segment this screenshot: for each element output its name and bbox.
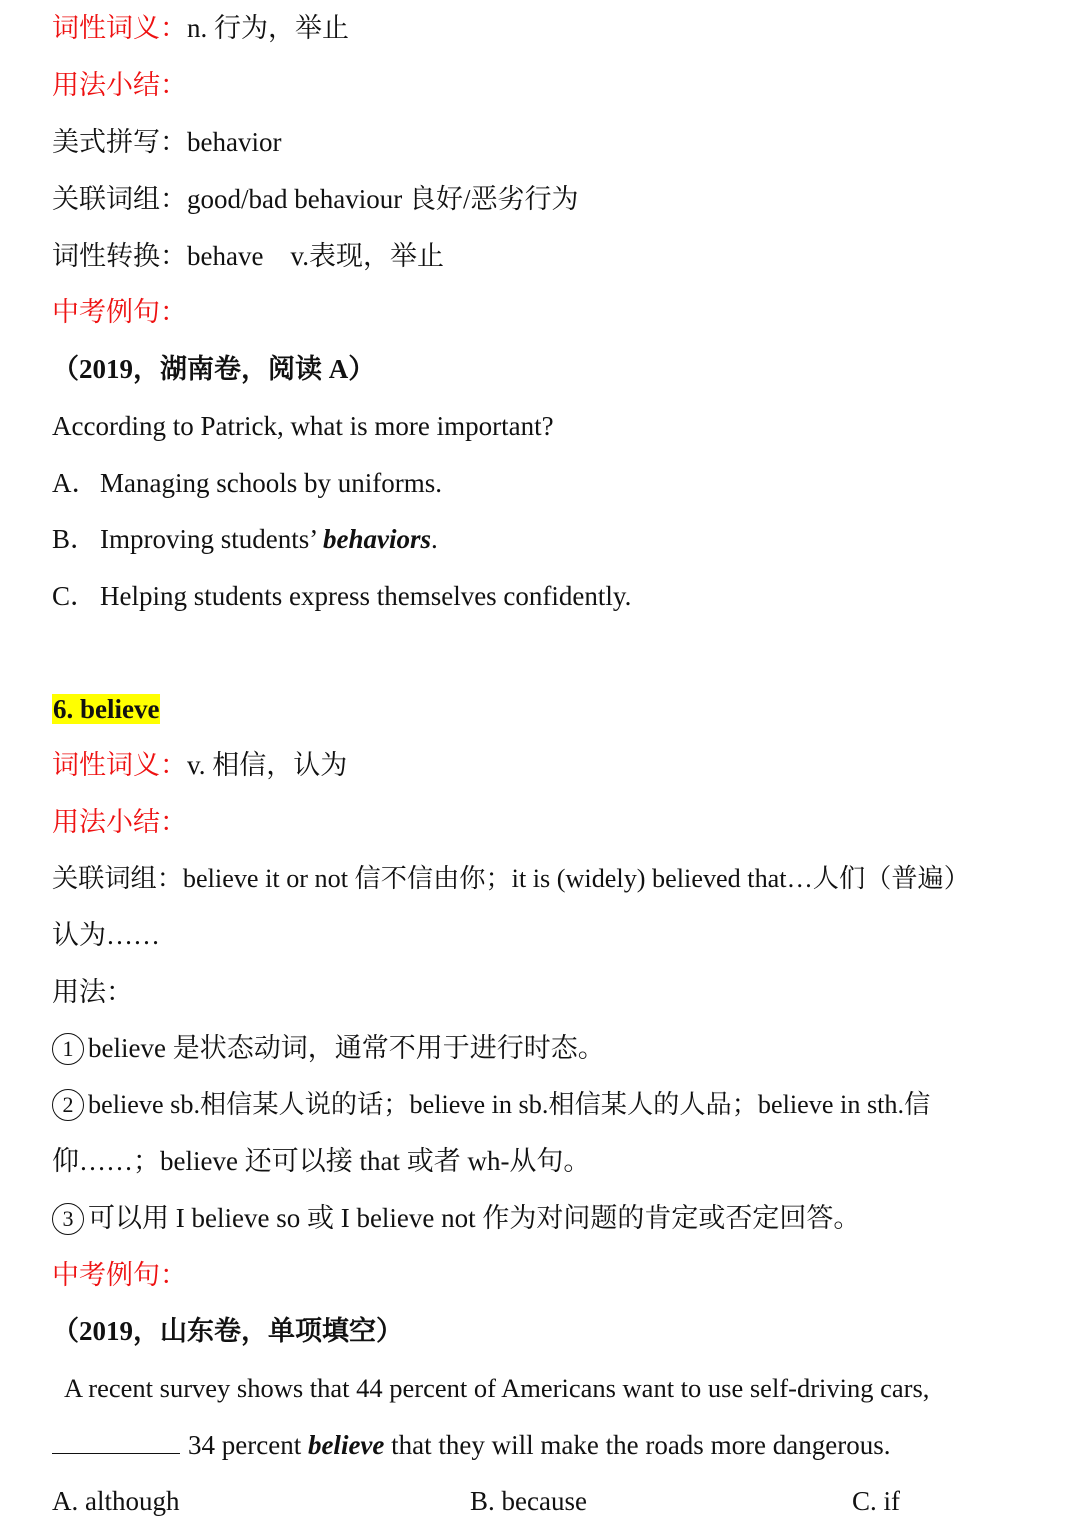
option-b [52, 519, 438, 559]
exam-source: （2019，湖南卷，阅读 A） [52, 354, 376, 384]
pos-meaning-line [52, 8, 349, 48]
option-text: Managing schools by uniforms. [100, 468, 442, 498]
usage-rule-2 [52, 1085, 930, 1125]
question-sentence: A recent survey shows that 44 percent of Americans want to use self-driving cars, [64, 1373, 930, 1403]
usage-title: 用法： [52, 977, 133, 1007]
related-phrases-line: 关联词组：believe it or not 信不信由你；it is (widely) believed that…人们（普遍） [52, 864, 970, 893]
word-heading [52, 689, 160, 729]
related-phrases-line: 关联词组：good/bad behaviour 良好/恶劣行为 [52, 184, 579, 214]
pos-value: n. 行为，举止 [187, 13, 349, 43]
sentence-text-end: that they will make the roads more dangerous. [384, 1430, 891, 1460]
choice-b: B. because [470, 1486, 587, 1516]
answer-blank [52, 1425, 180, 1454]
circled-number: 1 [52, 1033, 84, 1065]
pos-value: v. 相信，认为 [187, 750, 348, 780]
question-text: According to Patrick, what is more important? [52, 411, 554, 441]
exam-source: （2019，山东卷，单项填空） [52, 1316, 403, 1346]
option-letter: A． [52, 468, 99, 498]
emphasized-word: believe [307, 1430, 385, 1460]
option-text: Improving students’ [100, 524, 323, 554]
sentence-text: 34 percent [188, 1430, 308, 1460]
pos-label: 词性词义： [52, 13, 187, 43]
usage-rule-1 [52, 1028, 605, 1068]
circled-number: 3 [52, 1203, 84, 1235]
rule-text: 可以用 I believe so 或 I believe not 作为对问题的肯定或否定回答。 [88, 1203, 861, 1233]
word-heading-highlight: 6. believe [53, 694, 160, 724]
us-spelling-line: 美式拼写：behavior [52, 127, 282, 157]
related-phrases-line-cont: 认为…… [52, 920, 160, 950]
usage-summary-label: 用法小结： [52, 807, 187, 837]
rule-text: believe 是状态动词，通常不用于进行时态。 [88, 1033, 605, 1063]
usage-summary-label: 用法小结： [52, 70, 187, 100]
exam-example-label: 中考例句： [52, 1260, 187, 1290]
choice-a: A. although [52, 1486, 180, 1516]
option-letter: B． [52, 524, 98, 554]
rule-text: believe sb.相信某人说的话；believe in sb.相信某人的人品；believe in sth.信 [88, 1090, 931, 1119]
choice-c: C. if [852, 1486, 901, 1516]
usage-rule-2-cont: 仰……；believe 还可以接 that 或者 wh-从句。 [52, 1146, 591, 1176]
option-a [52, 463, 442, 503]
word-conversion-line: 词性转换：behave v.表现，举止 [52, 241, 444, 271]
option-text: Helping students express themselves confidently. [100, 581, 632, 611]
pos-meaning-line [52, 745, 347, 785]
usage-rule-3 [52, 1198, 860, 1238]
circled-number: 2 [52, 1089, 84, 1121]
exam-example-label: 中考例句： [52, 297, 187, 327]
option-letter: C． [52, 581, 98, 611]
pos-label: 词性词义： [52, 750, 187, 780]
option-text-end: . [430, 524, 438, 554]
option-c [52, 576, 631, 616]
emphasized-word: behaviors [322, 524, 431, 554]
question-sentence-cont [52, 1425, 891, 1465]
